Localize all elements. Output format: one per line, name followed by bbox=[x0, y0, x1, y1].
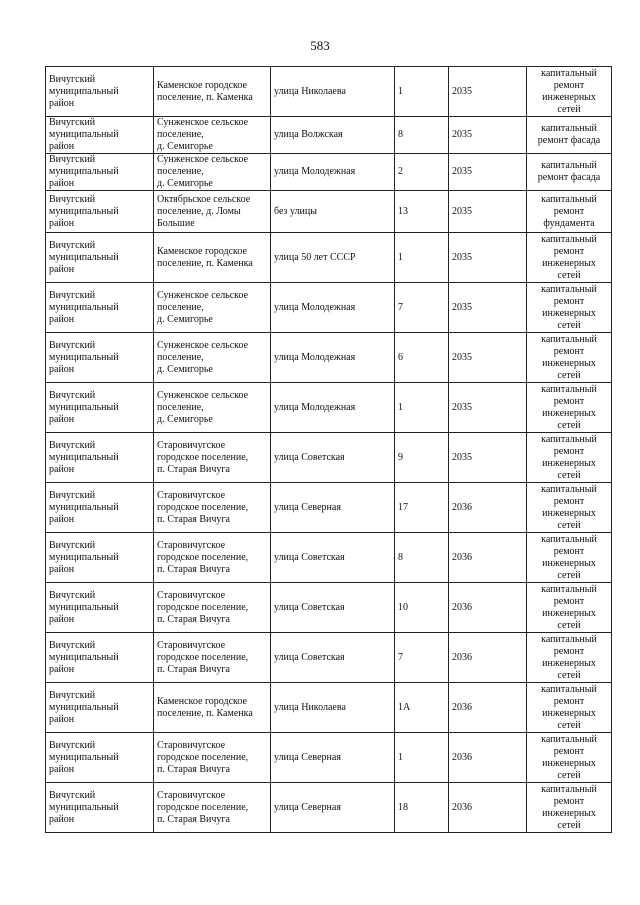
table-row bbox=[46, 333, 612, 383]
district-cell bbox=[46, 683, 154, 733]
settlement-cell-text: Октябрьское сельское поселение, д. Ломы Большие bbox=[157, 193, 251, 229]
street-cell-text: улица Волжская bbox=[274, 129, 343, 140]
table-row bbox=[46, 783, 612, 833]
settlement-cell bbox=[154, 67, 271, 117]
work-type-cell bbox=[527, 683, 612, 733]
settlement-cell-text: Сунженское сельское поселение, д. Семигорье bbox=[157, 117, 249, 152]
work-type-cell-text: капитальный ремонт инженерных сетей bbox=[541, 683, 597, 731]
house-number-cell bbox=[395, 191, 449, 233]
work-type-cell bbox=[527, 433, 612, 483]
street-cell-text: улица Северная bbox=[274, 751, 341, 763]
district-cell bbox=[46, 191, 154, 233]
district-cell-text: Вичугский муниципальный район bbox=[49, 339, 119, 375]
year-cell-text: 2036 bbox=[452, 801, 472, 813]
settlement-cell bbox=[154, 433, 271, 483]
year-cell bbox=[449, 583, 527, 633]
street-cell-text: улица Молодежная bbox=[274, 401, 356, 413]
year-cell bbox=[449, 283, 527, 333]
work-type-cell bbox=[527, 117, 612, 154]
work-type-cell-text: капитальный ремонт инженерных сетей bbox=[541, 733, 597, 781]
year-cell-text: 2035 bbox=[452, 205, 472, 217]
table-row bbox=[46, 633, 612, 683]
street-cell bbox=[271, 683, 395, 733]
settlement-cell bbox=[154, 233, 271, 283]
work-type-cell bbox=[527, 733, 612, 783]
district-cell bbox=[46, 533, 154, 583]
page-number: 583 bbox=[310, 38, 330, 53]
year-cell bbox=[449, 683, 527, 733]
work-type-cell bbox=[527, 283, 612, 333]
house-number-cell bbox=[395, 283, 449, 333]
settlement-cell-text: Сунженское сельское поселение, д. Семигорье bbox=[157, 289, 249, 325]
house-number-cell bbox=[395, 433, 449, 483]
year-cell bbox=[449, 483, 527, 533]
street-cell-text: улица Молодежная bbox=[274, 301, 356, 313]
house-number-cell-text: 1А bbox=[398, 701, 411, 713]
year-cell-text: 2035 bbox=[452, 301, 472, 313]
year-cell-text: 2036 bbox=[452, 651, 472, 663]
street-cell bbox=[271, 433, 395, 483]
house-number-cell bbox=[395, 383, 449, 433]
house-number-cell-text: 17 bbox=[398, 501, 408, 513]
district-cell-text: Вичугский муниципальный район bbox=[49, 193, 119, 229]
district-cell bbox=[46, 383, 154, 433]
street-cell bbox=[271, 333, 395, 383]
work-type-cell-text: капитальный ремонт инженерных сетей bbox=[541, 783, 597, 831]
year-cell bbox=[449, 191, 527, 233]
work-type-cell-text: капитальный ремонт инженерных сетей bbox=[541, 233, 597, 281]
district-cell-text: Вичугский муниципальный район bbox=[49, 639, 119, 675]
street-cell bbox=[271, 191, 395, 233]
work-type-cell-text: капитальный ремонт инженерных сетей bbox=[541, 383, 597, 431]
house-number-cell-text: 7 bbox=[398, 301, 403, 313]
district-cell-text: Вичугский муниципальный район bbox=[49, 689, 119, 725]
house-number-cell bbox=[395, 583, 449, 633]
settlement-cell bbox=[154, 191, 271, 233]
year-cell bbox=[449, 783, 527, 833]
settlement-cell-text: Сунженское сельское поселение, д. Семигорье bbox=[157, 389, 249, 425]
street-cell bbox=[271, 583, 395, 633]
district-cell-text: Вичугский муниципальный район bbox=[49, 539, 119, 575]
work-type-cell-text: капитальный ремонт инженерных сетей bbox=[541, 633, 597, 681]
street-cell-text: улица Николаева bbox=[274, 85, 346, 97]
year-cell bbox=[449, 67, 527, 117]
street-cell-text: улица Советская bbox=[274, 551, 345, 563]
house-number-cell bbox=[395, 533, 449, 583]
work-type-cell-text: капитальный ремонт фасада bbox=[537, 123, 601, 146]
house-number-cell bbox=[395, 117, 449, 154]
settlement-cell-text: Старовичугское городское поселение, п. Старая Вичуга bbox=[157, 439, 249, 475]
table-row bbox=[46, 483, 612, 533]
house-number-cell-text: 8 bbox=[398, 551, 403, 563]
year-cell bbox=[449, 433, 527, 483]
year-cell bbox=[449, 633, 527, 683]
table-row bbox=[46, 733, 612, 783]
year-cell-text: 2035 bbox=[452, 451, 472, 463]
year-cell-text: 2035 bbox=[452, 401, 472, 413]
street-cell-text: улица Молодежная bbox=[274, 351, 356, 363]
house-number-cell-text: 6 bbox=[398, 351, 403, 363]
settlement-cell bbox=[154, 283, 271, 333]
district-cell bbox=[46, 483, 154, 533]
house-number-cell bbox=[395, 633, 449, 683]
house-number-cell-text: 2 bbox=[398, 166, 403, 177]
street-cell-text: улица Советская bbox=[274, 451, 345, 463]
district-cell-text: Вичугский муниципальный район bbox=[49, 589, 119, 625]
work-type-cell bbox=[527, 383, 612, 433]
work-type-cell-text: капитальный ремонт инженерных сетей bbox=[541, 583, 597, 631]
year-cell-text: 2036 bbox=[452, 551, 472, 563]
street-cell bbox=[271, 67, 395, 117]
year-cell-text: 2035 bbox=[452, 166, 472, 177]
settlement-cell-text: Старовичугское городское поселение, п. Старая Вичуга bbox=[157, 539, 249, 575]
work-type-cell bbox=[527, 633, 612, 683]
district-cell-text: Вичугский муниципальный район bbox=[49, 739, 119, 775]
work-type-cell-text: капитальный ремонт инженерных сетей bbox=[541, 333, 597, 381]
table-row bbox=[46, 117, 612, 154]
district-cell bbox=[46, 283, 154, 333]
settlement-cell bbox=[154, 333, 271, 383]
table-row bbox=[46, 154, 612, 191]
housing-repair-table bbox=[45, 66, 612, 833]
district-cell bbox=[46, 67, 154, 117]
settlement-cell bbox=[154, 483, 271, 533]
table-row bbox=[46, 67, 612, 117]
work-type-cell bbox=[527, 191, 612, 233]
street-cell-text: улица Северная bbox=[274, 801, 341, 813]
district-cell bbox=[46, 154, 154, 191]
street-cell-text: улица Николаева bbox=[274, 701, 346, 713]
table-body bbox=[46, 67, 612, 833]
year-cell-text: 2036 bbox=[452, 701, 472, 713]
year-cell-text: 2036 bbox=[452, 601, 472, 613]
house-number-cell-text: 18 bbox=[398, 801, 408, 813]
settlement-cell bbox=[154, 533, 271, 583]
settlement-cell-text: Старовичугское городское поселение, п. Старая Вичуга bbox=[157, 489, 249, 525]
table-row bbox=[46, 683, 612, 733]
district-cell bbox=[46, 733, 154, 783]
year-cell bbox=[449, 533, 527, 583]
settlement-cell-text: Старовичугское городское поселение, п. Старая Вичуга bbox=[157, 589, 249, 625]
district-cell bbox=[46, 117, 154, 154]
work-type-cell bbox=[527, 154, 612, 191]
house-number-cell-text: 9 bbox=[398, 451, 403, 463]
house-number-cell bbox=[395, 733, 449, 783]
district-cell-text: Вичугский муниципальный район bbox=[49, 239, 119, 275]
settlement-cell-text: Старовичугское городское поселение, п. Старая Вичуга bbox=[157, 739, 249, 775]
district-cell-text: Вичугский муниципальный район bbox=[49, 789, 119, 825]
district-cell bbox=[46, 433, 154, 483]
street-cell bbox=[271, 283, 395, 333]
district-cell bbox=[46, 583, 154, 633]
district-cell bbox=[46, 233, 154, 283]
settlement-cell-text: Каменское городское поселение, п. Каменка bbox=[157, 695, 253, 719]
house-number-cell bbox=[395, 683, 449, 733]
work-type-cell bbox=[527, 67, 612, 117]
work-type-cell-text: капитальный ремонт инженерных сетей bbox=[541, 533, 597, 581]
year-cell-text: 2035 bbox=[452, 251, 472, 263]
year-cell-text: 2035 bbox=[452, 85, 472, 97]
year-cell bbox=[449, 333, 527, 383]
table-row bbox=[46, 383, 612, 433]
settlement-cell-text: Старовичугское городское поселение, п. Старая Вичуга bbox=[157, 639, 249, 675]
work-type-cell bbox=[527, 233, 612, 283]
district-cell-text: Вичугский муниципальный район bbox=[49, 389, 119, 425]
work-type-cell bbox=[527, 333, 612, 383]
work-type-cell-text: капитальный ремонт инженерных сетей bbox=[541, 433, 597, 481]
house-number-cell-text: 8 bbox=[398, 129, 403, 140]
table-row bbox=[46, 283, 612, 333]
street-cell-text: без улицы bbox=[274, 205, 317, 217]
settlement-cell bbox=[154, 683, 271, 733]
work-type-cell bbox=[527, 533, 612, 583]
year-cell bbox=[449, 733, 527, 783]
work-type-cell-text: капитальный ремонт фундамента bbox=[541, 193, 597, 229]
settlement-cell-text: Каменское городское поселение, п. Каменка bbox=[157, 79, 253, 103]
settlement-cell bbox=[154, 733, 271, 783]
settlement-cell bbox=[154, 383, 271, 433]
street-cell bbox=[271, 233, 395, 283]
street-cell bbox=[271, 533, 395, 583]
house-number-cell-text: 1 bbox=[398, 401, 403, 413]
street-cell bbox=[271, 633, 395, 683]
street-cell bbox=[271, 383, 395, 433]
year-cell-text: 2035 bbox=[452, 351, 472, 363]
house-number-cell bbox=[395, 783, 449, 833]
house-number-cell-text: 10 bbox=[398, 601, 408, 613]
district-cell bbox=[46, 783, 154, 833]
work-type-cell-text: капитальный ремонт фасада bbox=[537, 160, 601, 183]
work-type-cell-text: капитальный ремонт инженерных сетей bbox=[541, 67, 597, 115]
street-cell bbox=[271, 117, 395, 154]
district-cell-text: Вичугский муниципальный район bbox=[49, 289, 119, 325]
settlement-cell-text: Сунженское сельское поселение, д. Семигорье bbox=[157, 154, 249, 189]
district-cell-text: Вичугский муниципальный район bbox=[49, 117, 119, 152]
house-number-cell-text: 1 bbox=[398, 85, 403, 97]
settlement-cell-text: Сунженское сельское поселение, д. Семигорье bbox=[157, 339, 249, 375]
street-cell-text: улица Советская bbox=[274, 651, 345, 663]
table-row bbox=[46, 191, 612, 233]
table-row bbox=[46, 433, 612, 483]
work-type-cell bbox=[527, 583, 612, 633]
settlement-cell-text: Каменское городское поселение, п. Каменка bbox=[157, 245, 253, 269]
house-number-cell-text: 1 bbox=[398, 751, 403, 763]
street-cell bbox=[271, 733, 395, 783]
year-cell-text: 2035 bbox=[452, 129, 472, 140]
table-row bbox=[46, 533, 612, 583]
settlement-cell-text: Старовичугское городское поселение, п. Старая Вичуга bbox=[157, 789, 249, 825]
house-number-cell bbox=[395, 483, 449, 533]
table-row bbox=[46, 583, 612, 633]
work-type-cell bbox=[527, 783, 612, 833]
house-number-cell bbox=[395, 333, 449, 383]
street-cell-text: улица Северная bbox=[274, 501, 341, 513]
year-cell bbox=[449, 154, 527, 191]
district-cell bbox=[46, 333, 154, 383]
district-cell-text: Вичугский муниципальный район bbox=[49, 439, 119, 475]
house-number-cell-text: 1 bbox=[398, 251, 403, 263]
house-number-cell bbox=[395, 154, 449, 191]
house-number-cell-text: 7 bbox=[398, 651, 403, 663]
house-number-cell-text: 13 bbox=[398, 205, 408, 217]
house-number-cell bbox=[395, 233, 449, 283]
year-cell bbox=[449, 383, 527, 433]
settlement-cell bbox=[154, 633, 271, 683]
district-cell bbox=[46, 633, 154, 683]
street-cell bbox=[271, 783, 395, 833]
year-cell-text: 2036 bbox=[452, 751, 472, 763]
work-type-cell-text: капитальный ремонт инженерных сетей bbox=[541, 483, 597, 531]
house-number-cell bbox=[395, 67, 449, 117]
year-cell-text: 2036 bbox=[452, 501, 472, 513]
work-type-cell bbox=[527, 483, 612, 533]
year-cell bbox=[449, 233, 527, 283]
district-cell-text: Вичугский муниципальный район bbox=[49, 73, 119, 109]
settlement-cell bbox=[154, 583, 271, 633]
street-cell bbox=[271, 154, 395, 191]
street-cell bbox=[271, 483, 395, 533]
district-cell-text: Вичугский муниципальный район bbox=[49, 489, 119, 525]
settlement-cell bbox=[154, 783, 271, 833]
settlement-cell bbox=[154, 154, 271, 191]
work-type-cell-text: капитальный ремонт инженерных сетей bbox=[541, 283, 597, 331]
street-cell-text: улица Молодежная bbox=[274, 166, 356, 177]
district-cell-text: Вичугский муниципальный район bbox=[49, 154, 119, 189]
street-cell-text: улица Советская bbox=[274, 601, 345, 613]
year-cell bbox=[449, 117, 527, 154]
street-cell-text: улица 50 лет СССР bbox=[274, 251, 356, 263]
table-row bbox=[46, 233, 612, 283]
settlement-cell bbox=[154, 117, 271, 154]
